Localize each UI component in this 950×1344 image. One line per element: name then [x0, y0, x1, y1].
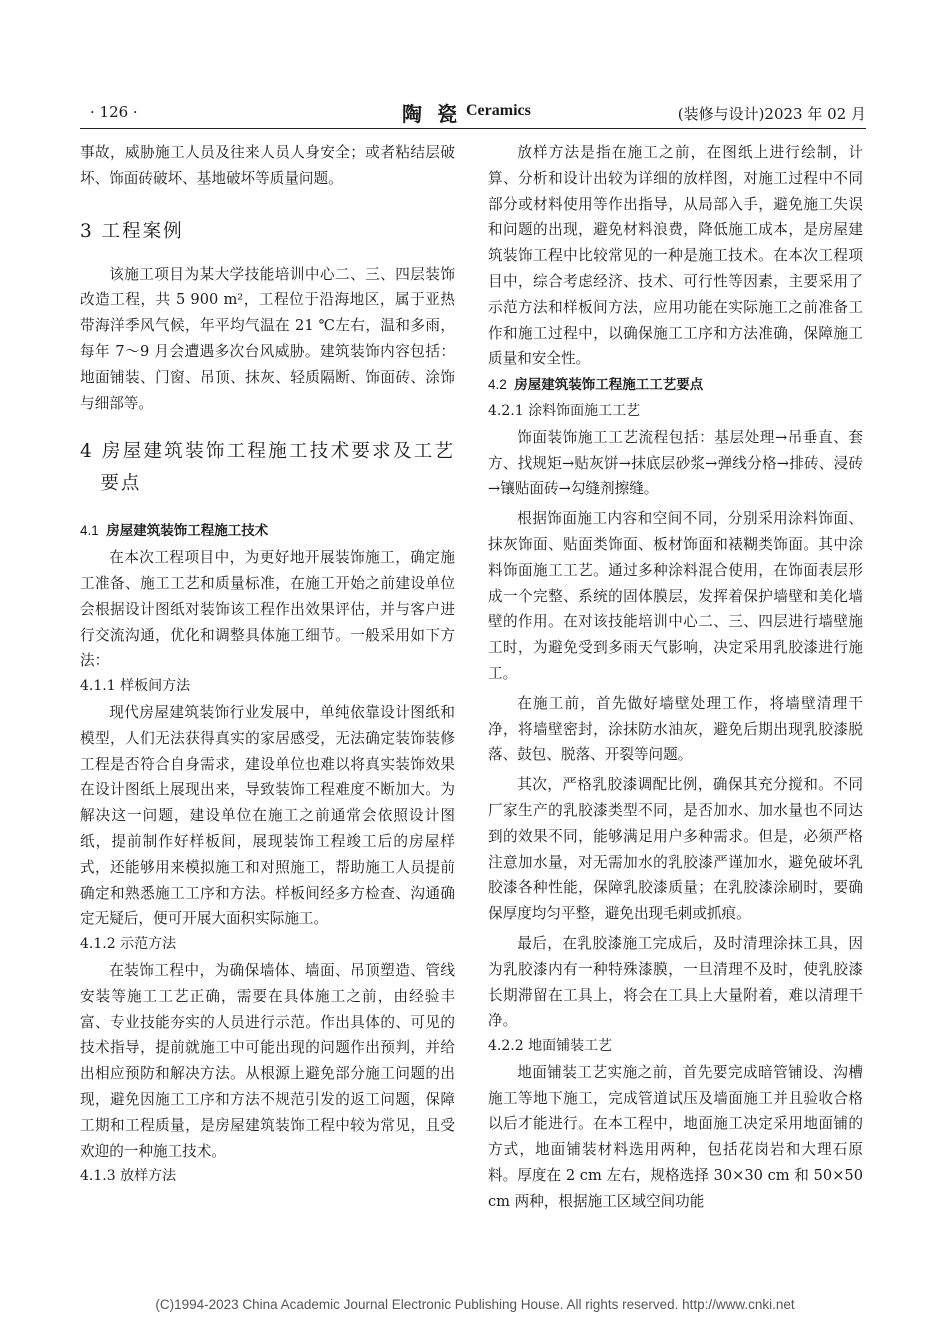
- subsubsection-heading: 4.1.2 示范方法: [80, 936, 177, 953]
- journal-title-en: Ceramics: [466, 102, 531, 119]
- subsection-number: 4.1: [80, 523, 99, 539]
- paragraph: 在装饰工程中，为确保墙体、墙面、吊顶塑造、管线安装等施工工艺正确，需要在具体施工之前，由经验丰富、专业技能夯实的人员进行示范。作出具体的、可见的技术指导，提前就施工中可能出现的问题作出预判，并给出相应预防和解决方法。从根源上避免部分施工问题的出现，避免因施工工序和方法不规范引发的返工问题，保障工期和工程质量，是房屋建筑装饰工程中较为常见，且受欢迎的一种施工技术。: [80, 961, 455, 1160]
- subsection-number: 4.2: [488, 377, 507, 393]
- issue-info: (装修与设计)2023 年 02 月: [677, 105, 866, 123]
- paragraph: 根据饰面施工内容和空间不同，分别采用涂料饰面、抹灰饰面、贴面类饰面、板材饰面和裱糊类饰面。其中涂料饰面施工工艺。通过多种涂料混合使用，在饰面表层形成一个完整、系统的固体膜层，发挥着保护墙壁和美化墙壁的作用。在对该技能培训中心二、三、四层进行墙壁施工时，为避免受到多雨天气影响，决定采用乳胶漆进行施工。: [488, 510, 863, 682]
- paragraph: 事故，威胁施工人员及往来人员人身安全；或者粘结层破坏、饰面砖破坏、基地破坏等质量问题。: [80, 144, 455, 187]
- copyright-footer: (C)1994-2023 China Academic Journal Electronic Publishing House. All rights reserved. http://www.cnki.net: [155, 1297, 795, 1312]
- paragraph: 最后，在乳胶漆施工完成后，及时清理涂抹工具，因为乳胶漆内有一种特殊漆膜，一旦清理不及时，使乳胶漆长期滞留在工具上，将会在工具上大量附着，难以清理干净。: [488, 934, 863, 1030]
- paragraph: 现代房屋建筑装饰行业发展中，单纯依靠设计图纸和模型，人们无法获得真实的家居感受，无法确定装饰装修工程是否符合自身需求，建设单位也难以将真实装饰效果在设计图纸上展现出来，导致装饰工程难度不断加大。为解决这一问题，建设单位在施工之前通常会依照设计图纸，提前制作好样板间，展现装饰工程竣工后的房屋样式，还能够用来模拟施工和对照施工，帮助施工人员提前确定和熟悉施工工序和方法。样板间经多方检查、沟通确定无疑后，便可开展大面积实际施工。: [80, 703, 455, 928]
- subsection-heading-4-2: [488, 372, 863, 399]
- page-header: [80, 100, 866, 130]
- paragraph: 地面铺装工艺实施之前，首先要完成暗管铺设、沟槽施工等地下施工，完成管道试压及墙面施工并且验收合格以后才能进行。在本工程中，地面施工决定采用地面铺的方式，地面铺装材料选用两种，包括花岗岩和大理石原料。厚度在 2 cm 左右，规格选择 30×30 cm 和 50×50 cm 两种，根据施工区域空间功能: [488, 1063, 863, 1210]
- journal-title-cn: 陶 瓷: [402, 102, 461, 126]
- subsection-title: 房屋建筑装饰工程施工技术: [106, 523, 269, 540]
- paragraph: 该施工项目为某大学技能培训中心二、三、四层装饰改造工程，共 5 900 m²，工程位于沿海地区，属于亚热带海洋季风气候，年平均气温在 21 ℃左右，温和多雨，每年 7～9 月会遭遇多次台风威胁。建筑装饰内容包括：地面铺装、门窗、吊顶、抹灰、轻质隔断、饰面砖、涂饰与细部等。: [80, 265, 455, 412]
- paragraph: 在本次工程项目中，为更好地开展装饰施工，确定施工准备、施工工艺和质量标准，在施工开始之前建设单位会根据设计图纸对装饰该工程作出效果评估，并与客户进行交流沟通，优化和调整具体施工细节。一般采用如下方法：: [80, 549, 455, 670]
- subsection-heading-4-1: [80, 518, 455, 545]
- left-column: [80, 140, 455, 1190]
- paragraph: 放样方法是指在施工之前，在图纸上进行绘制，计算、分析和设计出较为详细的放样图，对施工过程中不同部分或材料使用等作出指导，从局部入手，避免施工失误和问题的出现，避免材料浪费，降低施工成本，是房屋建筑装饰工程中比较常见的一种是施工技术。在本次工程项目中，综合考虑经济、技术、可行性等因素，主要采用了示范方法和样板间方法，应用功能在实际施工之前准备工作和施工过程中，以确保施工工序和方法准确，保障施工质量和安全性。: [488, 144, 863, 368]
- subsubsection-heading: 4.1.3 放样方法: [80, 1168, 177, 1185]
- paragraph: 其次，严格乳胶漆调配比例，确保其充分搅和。不同厂家生产的乳胶漆类型不同，是否加水、加水量也不同达到的效果不同，能够满足用户多种需求。但是，必须严格注意加水量，对无需加水的乳胶漆严谨加水，避免破坏乳胶漆各种性能，保障乳胶漆质量；在乳胶漆涂刷时，要确保厚度均匀平整，避免出现毛刺或抓痕。: [488, 776, 863, 923]
- section-heading-4: 4 房屋建筑装饰工程施工技术要求及工艺要点: [80, 441, 455, 495]
- subsubsection-heading: 4.2.2 地面铺装工艺: [488, 1038, 613, 1055]
- page-number: · 126 ·: [90, 103, 138, 121]
- header-rule: [80, 128, 866, 129]
- subsection-title: 房屋建筑装饰工程施工工艺要点: [514, 377, 704, 394]
- subsubsection-heading: 4.1.1 样板间方法: [80, 678, 191, 695]
- paragraph: 饰面装饰施工工艺流程包括：基层处理→吊垂直、套方、找规矩→贴灰饼→抹底层砂浆→弹线分格→排砖、浸砖→镶贴面砖→勾缝剂擦缝。: [488, 428, 863, 498]
- right-column: [488, 140, 863, 1215]
- section-heading-3: 3 工程案例: [80, 220, 184, 242]
- paragraph: 在施工前，首先做好墙壁处理工作，将墙壁清理干净，将墙壁密封，涂抹防水油灰，避免后期出现乳胶漆脱落、鼓包、脱落、开裂等问题。: [488, 694, 863, 764]
- subsubsection-heading: 4.2.1 涂料饰面施工工艺: [488, 402, 641, 419]
